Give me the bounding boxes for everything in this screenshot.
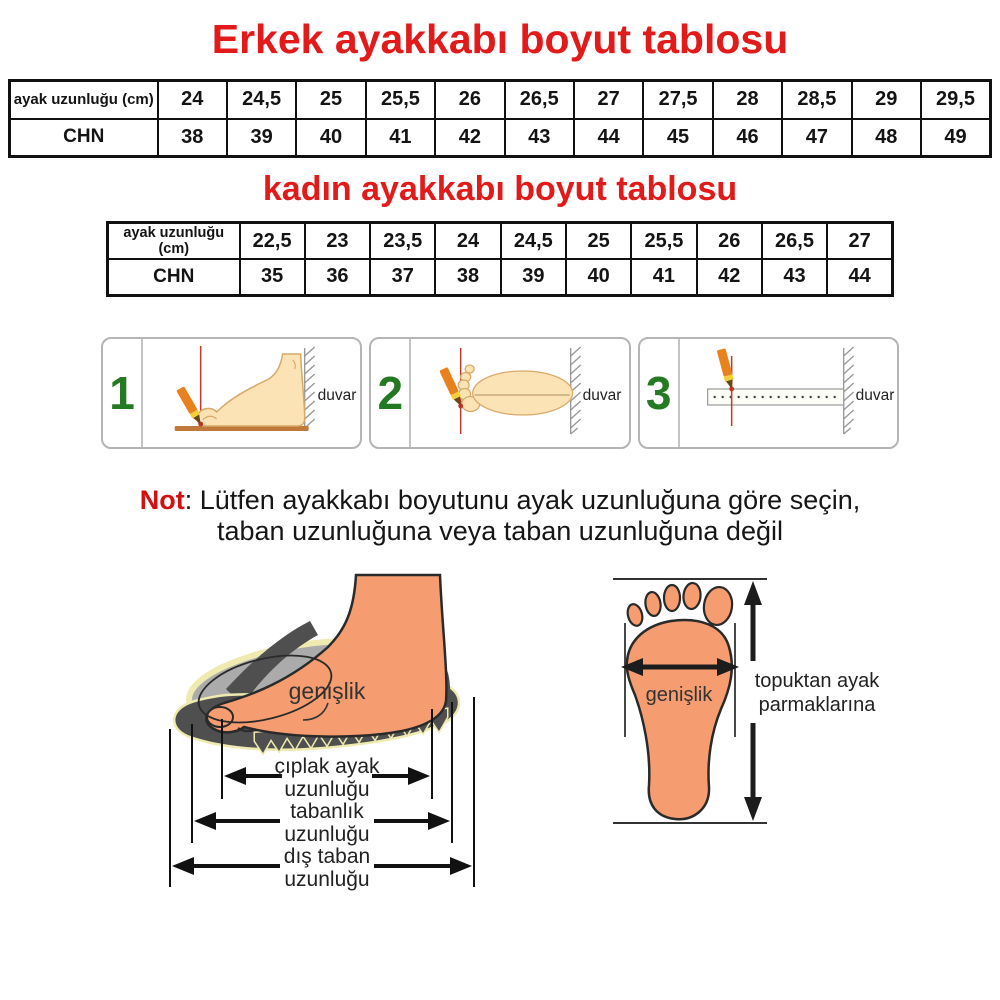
size-cell: 36 bbox=[305, 259, 370, 295]
size-cell: 44 bbox=[574, 119, 643, 157]
size-cell: 45 bbox=[643, 119, 712, 157]
women-foot-length-row bbox=[108, 223, 893, 260]
size-cell: 38 bbox=[158, 119, 227, 157]
note-line1: : Lütfen ayakkabı boyutunu ayak uzunluğuna göre seçin, bbox=[184, 484, 861, 515]
step-2-number: 2 bbox=[371, 339, 411, 447]
size-cell: 41 bbox=[631, 259, 696, 295]
length-labels bbox=[755, 670, 881, 716]
size-cell: 43 bbox=[762, 259, 827, 295]
row-label-foot-length: ayak uzunluğu (cm) bbox=[10, 81, 158, 119]
size-cell: 25 bbox=[566, 223, 631, 260]
size-cell: 29,5 bbox=[921, 81, 991, 119]
size-cell: 24,5 bbox=[227, 81, 296, 119]
svg-text:uzunluğu: uzunluğu bbox=[284, 822, 370, 846]
step-3-number: 3 bbox=[640, 339, 680, 447]
size-cell: 27 bbox=[827, 223, 892, 260]
row-label-chn: CHN bbox=[10, 119, 158, 157]
footprint-diagram bbox=[595, 565, 895, 865]
size-cell: 24 bbox=[435, 223, 500, 260]
step-1-illustration bbox=[143, 340, 360, 446]
size-cell: 26 bbox=[435, 81, 504, 119]
svg-text:parmaklarına: parmaklarına bbox=[758, 693, 876, 716]
wall-label: duvar bbox=[582, 386, 622, 404]
size-cell: 44 bbox=[827, 259, 892, 295]
size-cell: 26,5 bbox=[505, 81, 574, 119]
row-label-chn: CHN bbox=[108, 259, 240, 295]
size-cell: 22,5 bbox=[240, 223, 305, 260]
men-chn-row bbox=[10, 119, 991, 157]
size-cell: 40 bbox=[296, 119, 365, 157]
size-cell: 26,5 bbox=[762, 223, 827, 260]
svg-text:tabanlık: tabanlık bbox=[290, 799, 364, 823]
size-cell: 25,5 bbox=[366, 81, 435, 119]
size-cell: 28,5 bbox=[782, 81, 851, 119]
men-foot-length-row bbox=[10, 81, 991, 119]
wall-label: duvar bbox=[317, 386, 357, 404]
women-chn-row bbox=[108, 259, 893, 295]
size-cell: 42 bbox=[697, 259, 762, 295]
svg-text:uzunluğu: uzunluğu bbox=[284, 867, 370, 891]
size-cell: 46 bbox=[713, 119, 782, 157]
measure-labels bbox=[274, 755, 380, 891]
size-cell: 39 bbox=[227, 119, 296, 157]
row-label-foot-length: ayak uzunluğu (cm) bbox=[108, 223, 240, 260]
men-size-table bbox=[8, 79, 992, 158]
width-label: genişlik bbox=[288, 677, 366, 704]
men-chart-title: Erkek ayakkabı boyut tablosu bbox=[211, 16, 789, 62]
size-cell: 24 bbox=[158, 81, 227, 119]
wall-hatch-icon bbox=[843, 347, 853, 434]
note-line2: taban uzunluğuna veya taban uzunluğuna değil bbox=[217, 515, 783, 546]
size-cell: 23,5 bbox=[370, 223, 435, 260]
size-cell: 29 bbox=[852, 81, 921, 119]
note-prefix: Not bbox=[139, 484, 185, 515]
pencil-icon bbox=[716, 348, 735, 390]
width-label: genişlik bbox=[645, 683, 713, 706]
step-3-illustration bbox=[680, 340, 897, 446]
size-cell: 47 bbox=[782, 119, 851, 157]
size-cell: 25 bbox=[296, 81, 365, 119]
measurement-diagrams bbox=[0, 569, 1000, 894]
step-3-panel bbox=[638, 337, 899, 449]
step-2-illustration bbox=[411, 340, 628, 446]
svg-text:uzunluğu: uzunluğu bbox=[284, 777, 370, 801]
size-cell: 27 bbox=[574, 81, 643, 119]
size-cell: 26 bbox=[697, 223, 762, 260]
step-1-panel bbox=[101, 337, 362, 449]
women-chart-title: kadın ayakkabı boyut tablosu bbox=[262, 170, 738, 208]
note-text bbox=[0, 485, 1000, 547]
size-cell: 25,5 bbox=[631, 223, 696, 260]
svg-text:dış taban: dış taban bbox=[283, 844, 371, 868]
wall-label: duvar bbox=[855, 386, 895, 404]
size-cell: 27,5 bbox=[643, 81, 712, 119]
svg-text:çıplak ayak: çıplak ayak bbox=[274, 754, 380, 778]
size-cell: 38 bbox=[435, 259, 500, 295]
size-cell: 41 bbox=[366, 119, 435, 157]
size-cell: 37 bbox=[370, 259, 435, 295]
size-cell: 42 bbox=[435, 119, 504, 157]
foot-length-diagram bbox=[160, 569, 495, 894]
size-cell: 28 bbox=[713, 81, 782, 119]
svg-text:topuktan ayak: topuktan ayak bbox=[754, 669, 880, 692]
footprint-sole-shape bbox=[627, 620, 732, 819]
measuring-steps bbox=[101, 337, 899, 449]
foot-side-illustration bbox=[197, 354, 304, 426]
women-size-table bbox=[106, 221, 894, 297]
foot-top-illustration bbox=[458, 365, 573, 415]
size-cell: 43 bbox=[505, 119, 574, 157]
wall-hatch-icon bbox=[305, 347, 315, 428]
step-1-number: 1 bbox=[103, 339, 143, 447]
size-cell: 48 bbox=[852, 119, 921, 157]
size-cell: 49 bbox=[921, 119, 991, 157]
size-cell: 35 bbox=[240, 259, 305, 295]
size-cell: 23 bbox=[305, 223, 370, 260]
step-2-panel bbox=[369, 337, 630, 449]
size-cell: 24,5 bbox=[501, 223, 566, 260]
size-cell: 40 bbox=[566, 259, 631, 295]
ruler bbox=[707, 389, 843, 405]
size-cell: 39 bbox=[501, 259, 566, 295]
